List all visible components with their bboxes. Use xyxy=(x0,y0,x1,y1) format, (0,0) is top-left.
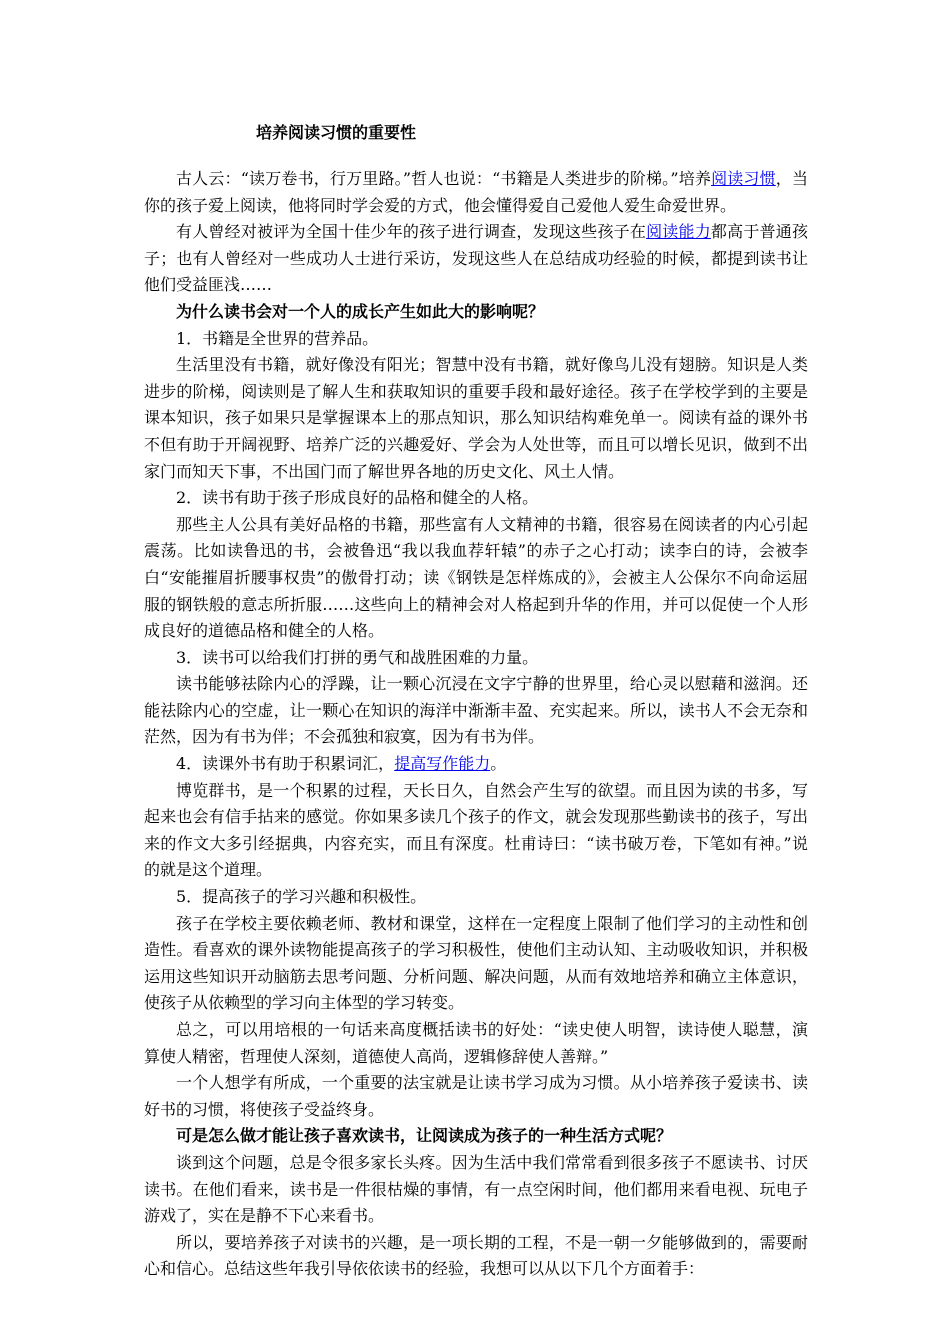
point-4-period: 。 xyxy=(490,754,507,774)
intro-text-start: 古人云：“读万卷书，行万里路。”哲人也说：“书籍是人类进步的阶梯。”培养 xyxy=(176,169,712,188)
point-5-heading: 5．提高孩子的学习兴趣和积极性。 xyxy=(176,887,427,907)
point-2-body: 那些主人公具有美好品格的书籍，那些富有人文精神的书籍，很容易在阅读者的内心引起震荡。比如读鲁迅的书，会被鲁迅“我以我血荐轩辕”的赤子之心打动；读李白的诗，会被李白“安能摧眉折腰事权贵”的傲骨打动；读《钢铁是怎样炼成的》，会被主人公保尔不向命运屈服的钢铁般的意志所折服……这些向上的精神会对人格起到升华的作用，并可以促使一个人形成良好的道德品格和健全的人格。 xyxy=(144,514,808,641)
point-3-body: 读书能够祛除内心的浮躁，让一颗心沉浸在文字宁静的世界里，给心灵以慰藉和滋润。还能祛除内心的空虚，让一颗心在知识的海洋中渐渐丰盈、充实起来。所以，读书人不会无奈和茫然，因为有书为伴；不会孤独和寂寞，因为有书为伴。 xyxy=(144,674,808,747)
paragraph-problem: 谈到这个问题，总是令很多家长头疼。因为生活中我们常常看到很多孩子不愿读书、讨厌读书。在他们看来，读书是一件很枯燥的事情，有一点空闲时间，他们都用来看电视、玩电子游戏了，实在是静不下心来看书。 xyxy=(144,1152,808,1226)
point-4-heading xyxy=(144,751,808,778)
point-1-heading: 1．书籍是全世界的营养品。 xyxy=(176,328,379,348)
document-page xyxy=(144,120,808,1283)
paragraph-habit: 一个人想学有所成，一个重要的法宝就是让读书学习成为习惯。从小培养孩子爱读书、读好书的习惯，将使孩子受益终身。 xyxy=(144,1073,808,1119)
point-4-text: 4．读课外书有助于积累词汇， xyxy=(176,754,395,774)
point-1-body: 生活里没有书籍，就好像没有阳光；智慧中没有书籍，就好像鸟儿没有翅膀。知识是人类进步的阶梯，阅读则是了解人生和获取知识的重要手段和最好途径。孩子在学校学到的主要是课本知识，孩子如果只是掌握课本上的那点知识，那么知识结构难免单一。阅读有益的课外书不但有助于开阔视野、培养广泛的兴趣爱好、学会为人处世等，而且可以增长见识，做到不出家门而知天下事，不出国门而了解世界各地的历史文化、风土人情。 xyxy=(144,355,808,481)
point-3-heading: 3．读书可以给我们打拼的勇气和战胜困难的力量。 xyxy=(176,647,539,667)
paragraph-approach: 所以，要培养孩子对读书的兴趣，是一项长期的工程，不是一朝一夕能够做到的，需要耐心和信心。总结这些年我引导依依读书的经验，我想可以从以下几个方面着手： xyxy=(144,1232,808,1279)
heading-why: 为什么读书会对一个人的成长产生如此大的影响呢？ xyxy=(176,301,545,321)
point-2-heading: 2．读书有助于孩子形成良好的品格和健全的人格。 xyxy=(176,488,539,508)
document-title: 培养阅读习惯的重要性 xyxy=(256,123,417,142)
heading-how: 可是怎么做才能让孩子喜欢读书，让阅读成为孩子的一种生活方式呢？ xyxy=(176,1126,673,1146)
paragraph-summary: 总之，可以用培根的一句话来高度概括读书的好处：“读史使人明智，读诗使人聪慧，演算使人精密，哲理使人深刻，道德使人高尚，逻辑修辞使人善辩。” xyxy=(144,1020,808,1066)
point-5-body: 孩子在学校主要依赖老师、教材和课堂，这样在一定程度上限制了他们学习的主动性和创造性。看喜欢的课外读物能提高孩子的学习积极性，使他们主动认知、主动吸收知识，并积极运用这些知识开动脑筋去思考问题、分析问题、解决问题，从而有效地培养和确立主体意识，使孩子从依赖型的学习向主体型的学习转变。 xyxy=(144,913,808,1013)
survey-text-end: 都高于普通孩子；也有人曾经对一些成功人士进行采访，发现这些人在总结成功经验的时候，都提到读书让他们受益匪浅…… xyxy=(144,222,808,295)
intro-text-end: ，当你的孩子爱上阅读，他将同时学会爱的方式，他会懂得爱自己爱他人爱生命爱世界。 xyxy=(144,169,808,215)
paragraph-intro xyxy=(144,166,808,219)
link-writing-ability[interactable]: 提高写作能力 xyxy=(394,754,491,774)
point-4-body: 博览群书，是一个积累的过程，天长日久，自然会产生写的欲望。而且因为读的书多，写起来也会有信手拈来的感觉。你如果多读几个孩子的作文，就会发现那些勤读书的孩子，写出来的作文大多引经据典，内容充实，而且有深度。杜甫诗曰：“读书破万卷，下笔如有神。”说的就是这个道理。 xyxy=(144,780,808,880)
paragraph-survey xyxy=(144,219,808,299)
survey-text-start: 有人曾经对被评为全国十佳少年的孩子进行调查，发现这些孩子在 xyxy=(176,222,647,242)
link-reading-habit[interactable]: 阅读习惯 xyxy=(711,169,776,188)
link-reading-ability[interactable]: 阅读能力 xyxy=(646,222,711,242)
